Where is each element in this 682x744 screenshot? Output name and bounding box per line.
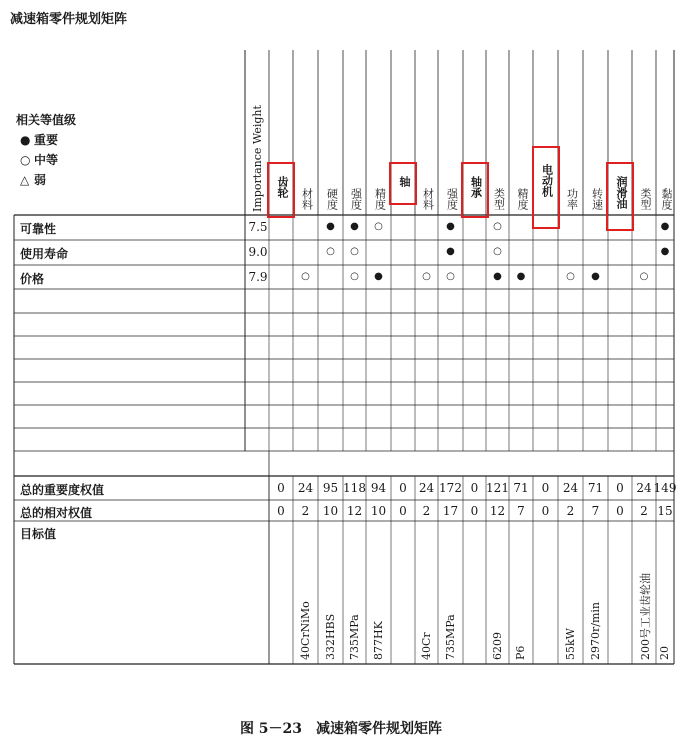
target-value-13: 2970r/min: [588, 602, 602, 660]
total-relative-value: 0: [616, 504, 624, 518]
relation-mark: ○: [350, 246, 359, 257]
total-importance-value: 118: [343, 481, 366, 495]
legend-title: 相关等值级: [16, 113, 77, 127]
total-relative-value: 15: [657, 504, 673, 518]
total-relative-value: 12: [489, 504, 506, 518]
target-value-3: 735MPa: [347, 614, 361, 660]
total-relative-value: 0: [470, 504, 479, 518]
column-header-2: 硬度: [325, 188, 339, 210]
total-importance-value: 71: [513, 481, 529, 495]
relation-mark: ●: [446, 221, 455, 232]
total-importance-value: 24: [297, 481, 314, 495]
total-importance-value: 71: [587, 481, 604, 495]
total-importance-value: 0: [399, 481, 407, 495]
total-relative-value: 0: [541, 504, 550, 518]
column-header-3: 强度: [349, 188, 363, 210]
total-relative-value: 12: [346, 504, 363, 518]
relation-mark: ●: [493, 271, 502, 282]
target-value-6: 40Cr: [419, 632, 433, 660]
target-value-15: 200号工业齿轮油: [639, 573, 652, 660]
total-relative-value: 2: [422, 504, 431, 518]
total-relative-value: 2: [566, 504, 575, 518]
group-label-2: 轴承: [469, 176, 483, 198]
total-importance-value: 121: [486, 481, 509, 495]
requirement-weight-0: 7.5: [248, 220, 268, 234]
importance-weight-header: Importance Weight: [251, 105, 264, 212]
total-importance-value: 0: [541, 481, 550, 495]
total-relative-value: 0: [399, 504, 407, 518]
total-importance-value: 0: [470, 481, 479, 495]
relation-mark: ○: [301, 271, 310, 282]
column-header-1: 材料: [300, 188, 314, 210]
column-header-6: 材料: [421, 188, 435, 210]
total-importance-value: 172: [439, 481, 462, 495]
total-importance-value: 24: [636, 481, 652, 495]
relation-mark: ○: [350, 271, 359, 282]
total-importance-value: 95: [322, 481, 339, 495]
group-label-0: 齿轮: [276, 176, 289, 198]
total-importance-label: 总的重要度权值: [20, 483, 105, 497]
target-label: 目标值: [20, 527, 57, 541]
weak-triangle-icon: △: [20, 173, 30, 187]
column-header-4: 精度: [373, 188, 387, 210]
relation-mark: ●: [446, 246, 455, 257]
column-header-12: 功率: [565, 188, 579, 210]
target-value-1: 40CrNiMo: [298, 601, 312, 660]
total-relative-value: 2: [640, 504, 648, 518]
total-relative-value: 0: [277, 504, 285, 518]
column-header-9: 类型: [492, 188, 506, 210]
requirement-label-0: 可靠性: [20, 222, 57, 236]
relation-mark: ○: [326, 246, 335, 257]
group-label-1: 轴: [398, 176, 411, 187]
column-header-16: 黏度: [660, 188, 673, 210]
total-relative-value: 7: [517, 504, 525, 518]
requirement-label-2: 价格: [20, 272, 45, 286]
target-value-16: 20: [658, 646, 671, 660]
target-value-7: 735MPa: [443, 614, 457, 660]
total-relative-value: 2: [301, 504, 310, 518]
total-importance-value: 0: [616, 481, 624, 495]
total-importance-value: 24: [562, 481, 579, 495]
relation-mark: ●: [660, 246, 670, 257]
legend-label: 中等: [34, 153, 59, 167]
relation-mark: ●: [326, 221, 335, 232]
total-relative-value: 10: [322, 504, 339, 518]
column-header-13: 转速: [590, 188, 604, 210]
total-relative-label: 总的相对权值: [20, 506, 93, 520]
medium-circle-icon: ○: [20, 153, 31, 167]
total-relative-value: 10: [370, 504, 387, 518]
requirement-weight-2: 7.9: [248, 270, 268, 284]
column-header-7: 强度: [445, 188, 459, 210]
relation-mark: ●: [516, 271, 526, 282]
target-value-2: 332HBS: [323, 613, 337, 660]
total-importance-value: 0: [277, 481, 285, 495]
group-label-4: 润滑油: [615, 176, 628, 209]
legend-label: 弱: [34, 173, 47, 187]
relation-mark: ○: [446, 271, 455, 282]
strong-dot-icon: ●: [20, 133, 31, 147]
figure-caption: 图 5－23 减速箱零件规划矩阵: [239, 721, 443, 737]
total-importance-value: 94: [370, 481, 387, 495]
relation-mark: ●: [350, 221, 359, 232]
total-relative-value: 7: [591, 504, 600, 518]
relation-mark: ○: [374, 221, 383, 232]
relation-mark: ●: [374, 271, 383, 282]
requirement-label-1: 使用寿命: [20, 247, 69, 261]
relation-mark: ●: [660, 221, 670, 232]
legend-label: 重要: [34, 133, 59, 147]
total-relative-value: 17: [442, 504, 459, 518]
total-importance-value: 24: [418, 481, 435, 495]
target-value-4: 877HK: [371, 621, 385, 660]
target-value-10: P6: [514, 645, 527, 660]
relation-mark: ○: [493, 246, 502, 257]
relation-mark: ○: [566, 271, 575, 282]
page-title: 减速箱零件规划矩阵: [10, 12, 128, 27]
relation-mark: ○: [493, 221, 502, 232]
target-value-12: 55kW: [563, 628, 577, 660]
relation-mark: ○: [422, 271, 431, 282]
relation-mark: ○: [639, 271, 649, 282]
requirement-weight-1: 9.0: [248, 245, 268, 259]
target-value-9: 6209: [490, 632, 504, 660]
group-label-3: 电动机: [540, 164, 554, 197]
column-header-10: 精度: [516, 188, 529, 210]
column-header-15: 类型: [639, 188, 652, 210]
total-importance-value: 149: [653, 481, 677, 495]
relation-mark: ●: [591, 271, 600, 282]
